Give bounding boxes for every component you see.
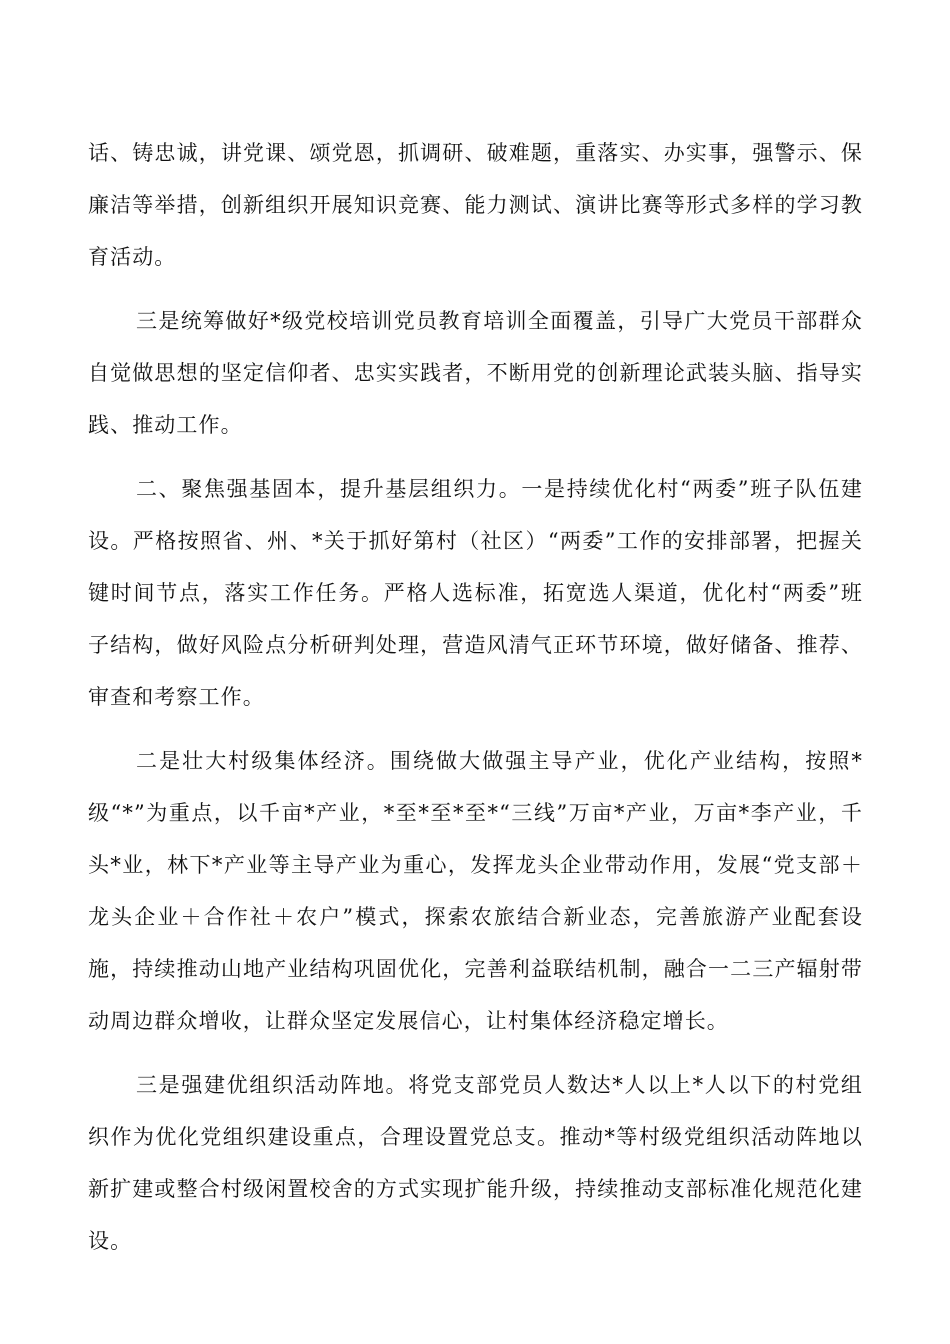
- document-page: [88, 127, 863, 1279]
- paragraph-party-school-training: 三是统筹做好*级党校培训党员教育培训全面覆盖，引导广大党员干部群众自觉做思想的坚定信仰者、忠实实践者，不断用党的创新理论武装头脑、指导实践、推动工作。: [88, 309, 863, 437]
- paragraph-collective-economy: 二是壮大村级集体经济。围绕做大做强主导产业，优化产业结构，按照*级“*”为重点，以千亩*产业，*至*至*至*“三线”万亩*产业，万亩*李产业，千头*业，林下*产业等主导产业为重心，发挥龙头企业带动作用，发展“党支部＋龙头企业＋合作社＋农户”模式，探索农旅结合新业态，完善旅游产业配套设施，持续推动山地产业结构巩固优化，完善利益联结机制，融合一二三产辐射带动周边群众增收，让群众坚定发展信心，让村集体经济稳定增长。: [88, 749, 863, 1033]
- paragraph-activity-venues: 三是强建优组织活动阵地。将党支部党员人数达*人以上*人以下的村党组织作为优化党组织建设重点，合理设置党总支。推动*等村级党组织活动阵地以新扩建或整合村级闲置校舍的方式实现扩能升级，持续推动支部标准化规范化建设。: [88, 1073, 863, 1253]
- paragraph-continuation: 话、铸忠诚，讲党课、颂党恩，抓调研、破难题，重落实、办实事，强警示、保廉洁等举措，创新组织开展知识竞赛、能力测试、演讲比赛等形式多样的学习教育活动。: [88, 141, 863, 269]
- paragraph-grassroots-organization: 二、聚焦强基固本，提升基层组织力。一是持续优化村“两委”班子队伍建设。严格按照省、州、*关于抓好第村（社区）“两委”工作的安排部署，把握关键时间节点，落实工作任务。严格人选标准，拓宽选人渠道，优化村“两委”班子结构，做好风险点分析研判处理，营造风清气正环节环境，做好储备、推荐、审查和考察工作。: [88, 477, 863, 709]
